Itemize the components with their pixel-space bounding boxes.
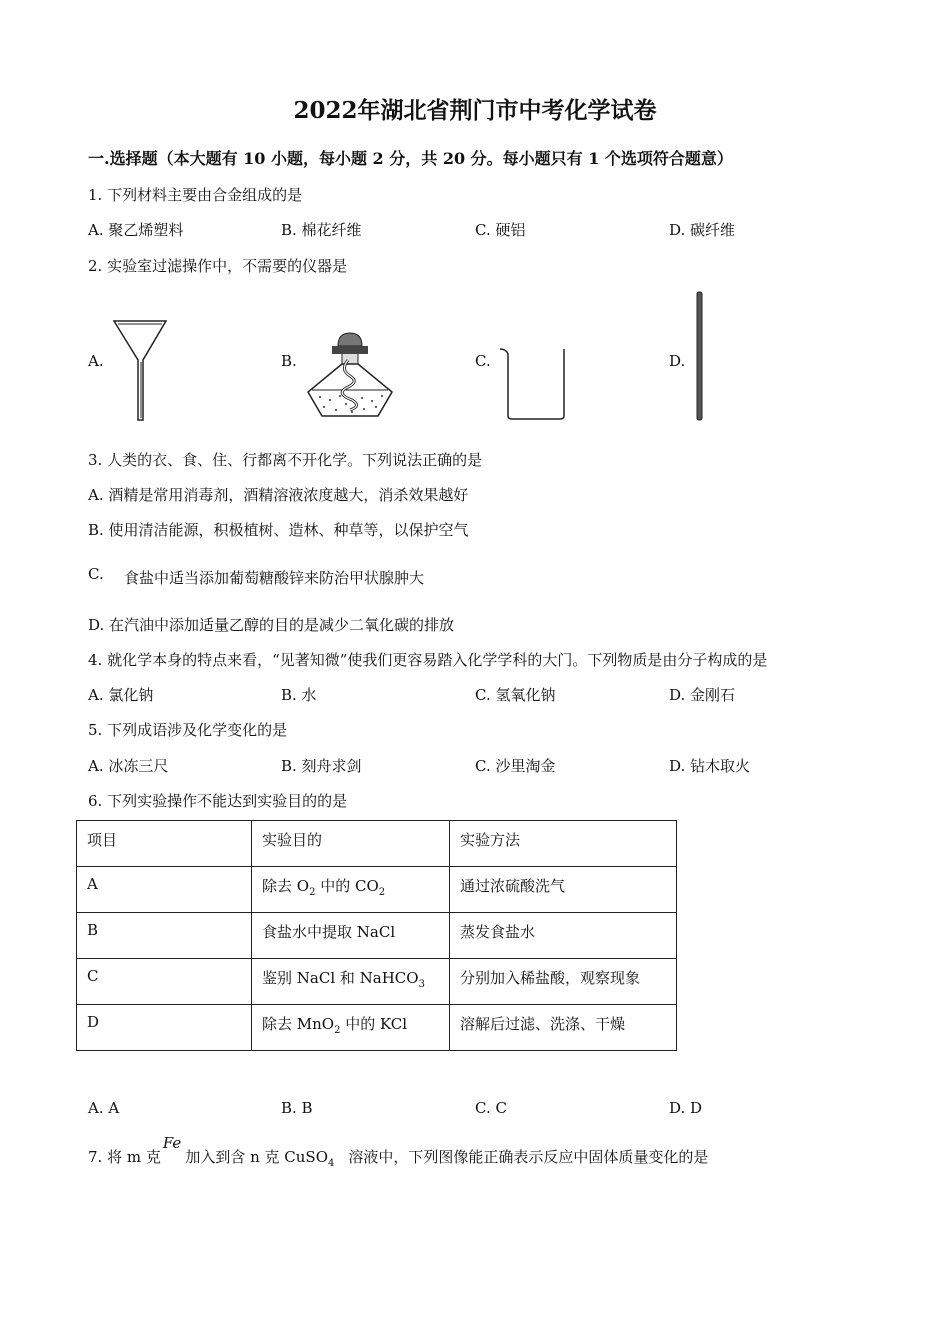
q5-option-c: C. 沙里淘金 [475, 757, 556, 775]
row-item: C [77, 959, 252, 1005]
header-method: 实验方法 [450, 821, 677, 867]
q2-option-d: D. [669, 352, 686, 370]
funnel-icon [110, 318, 170, 424]
page-title: 2022年湖北省荆门市中考化学试卷 [293, 97, 657, 124]
glass-rod-icon [694, 290, 706, 422]
q6-option-a: A. A [88, 1099, 120, 1117]
table-header-row [77, 821, 677, 867]
q6-option-d: D. D [669, 1099, 703, 1117]
q1-option-d: D. 碳纤维 [669, 221, 736, 239]
q1-option-a: A. 聚乙烯塑料 [88, 221, 184, 239]
q5-option-a: A. 冰冻三尺 [88, 757, 169, 775]
experiment-table [76, 820, 677, 1051]
q2-option-c: C. [475, 352, 491, 370]
alcohol-lamp-icon [302, 330, 398, 422]
question-4-stem: 4. 就化学本身的特点来看，“见著知微”使我们更容易踏入化学学科的大门。下列物质是由分子构成的是 [88, 651, 768, 669]
q3-option-b: B. 使用清洁能源，积极植树、造林、种草等，以保护空气 [88, 521, 469, 539]
q3-option-d: D. 在汽油中添加适量乙醇的目的是减少二氧化碳的排放 [88, 616, 455, 634]
q3-option-c-label: C. [88, 565, 104, 583]
q4-option-c: C. 氢氧化钠 [475, 686, 556, 704]
q2-option-a: A. [88, 352, 104, 370]
row-purpose: 除去 $O_2$ 中的 $CO_2$ [252, 867, 450, 913]
q1-option-c: C. 硬铝 [475, 221, 526, 239]
q5-option-b: B. 刻舟求剑 [281, 757, 362, 775]
row-method: 蒸发食盐水 [450, 913, 677, 959]
formula-fe: Fe [162, 1134, 182, 1152]
q2-option-b: B. [281, 352, 297, 370]
question-2-stem: 2. 实验室过滤操作中，不需要的仪器是 [88, 257, 348, 275]
row-method: 溶解后过滤、洗涤、干燥 [450, 1005, 677, 1051]
q6-option-b: B. B [281, 1099, 313, 1117]
q4-option-a: A. 氯化钠 [88, 686, 154, 704]
q5-option-d: D. 钻木取火 [669, 757, 751, 775]
row-item: B [77, 913, 252, 959]
header-item: 项目 [77, 821, 252, 867]
q4-option-b: B. 水 [281, 686, 317, 704]
header-purpose: 实验目的 [252, 821, 450, 867]
q1-option-b: B. 棉花纤维 [281, 221, 362, 239]
question-5-stem: 5. 下列成语涉及化学变化的是 [88, 721, 288, 739]
row-purpose: 食盐水中提取 NaCl [252, 913, 450, 959]
row-method: 通过浓硫酸洗气 [450, 867, 677, 913]
table-row [77, 867, 677, 913]
row-item: A [77, 867, 252, 913]
row-method: 分别加入稀盐酸，观察现象 [450, 959, 677, 1005]
q3-option-c: 食盐中适当添加葡萄糖酸锌来防治甲状腺肿大 [124, 569, 425, 587]
table-row [77, 913, 677, 959]
q6-option-c: C. C [475, 1099, 507, 1117]
row-purpose: 除去 MnO$_2$ 中的 KCl [252, 1005, 450, 1051]
q3-option-a: A. 酒精是常用消毒剂，酒精溶液浓度越大，消杀效果越好 [88, 486, 469, 504]
question-7-stem: 7. 将 m 克Fe加入到含 n 克 CuSO$_4$ 溶液中，下列图像能正确表示反应中固体质量变化的是 [88, 1134, 709, 1169]
row-purpose: 鉴别 NaCl 和 NaHCO$_3$ [252, 959, 450, 1005]
section-heading: 一.选择题（本大题有 10 小题，每小题 2 分，共 20 分。每小题只有 1 个选项符合题意） [88, 149, 733, 168]
question-6-stem: 6. 下列实验操作不能达到实验目的的是 [88, 792, 348, 810]
table-row [77, 1005, 677, 1051]
table-row [77, 959, 677, 1005]
question-3-stem: 3. 人类的衣、食、住、行都离不开化学。下列说法正确的是 [88, 451, 483, 469]
beaker-icon [496, 346, 572, 422]
row-item: D [77, 1005, 252, 1051]
question-1-stem: 1. 下列材料主要由合金组成的是 [88, 186, 303, 204]
q4-option-d: D. 金刚石 [669, 686, 736, 704]
